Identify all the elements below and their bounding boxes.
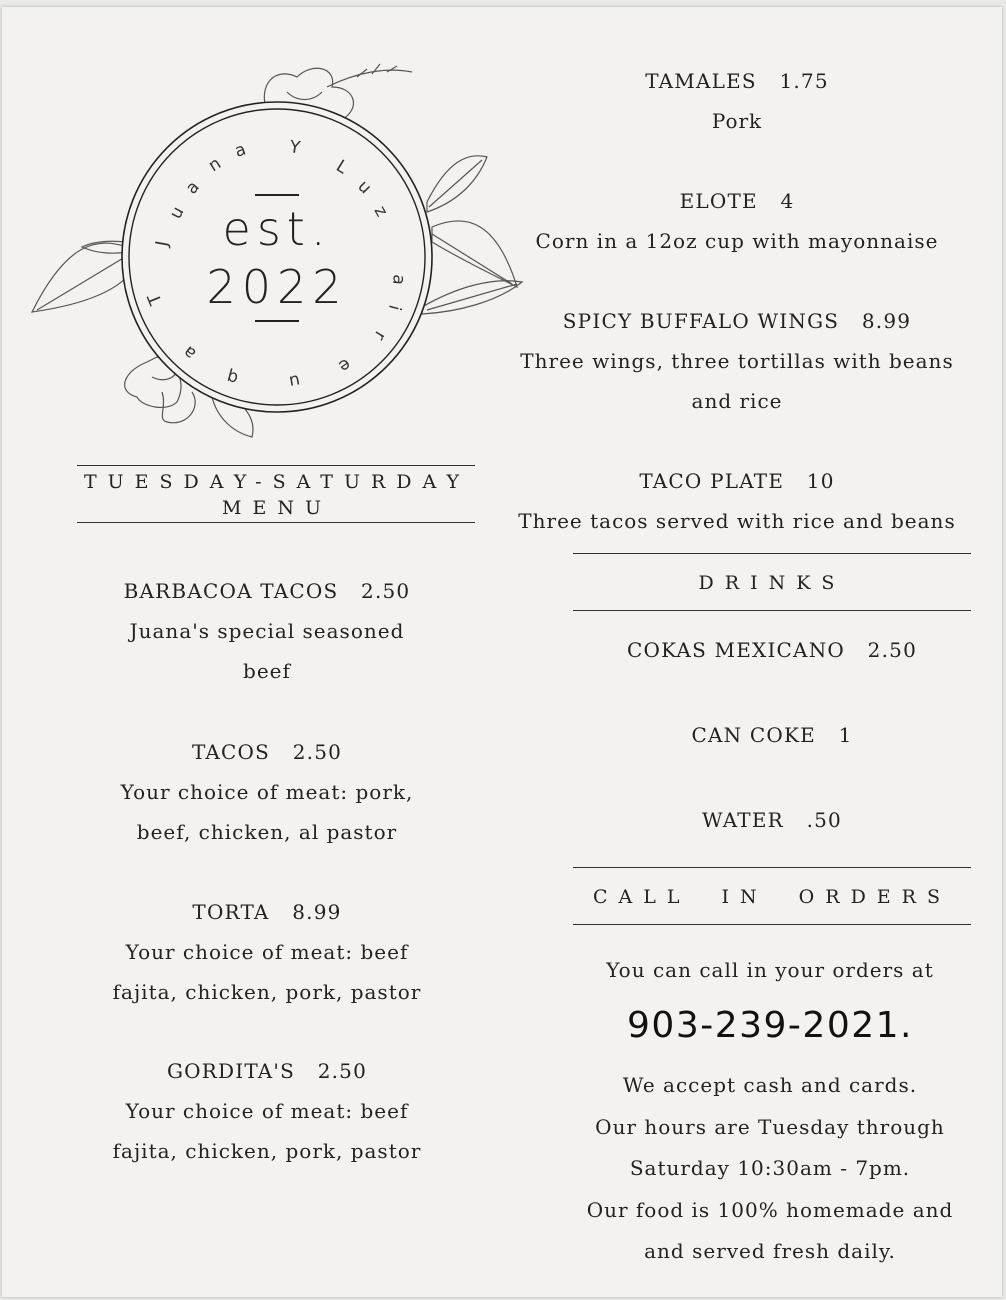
menu-item-elote: [502, 181, 972, 261]
menu-item-gorditas: [22, 1051, 512, 1171]
item-name: TAMALES 1.75: [645, 69, 829, 93]
heading-rule-top: [77, 465, 475, 466]
item-desc: Three wings, three tortillas with beans: [520, 349, 954, 373]
logo-bottom-bar: [255, 320, 299, 322]
svg-text:u: u: [165, 203, 189, 223]
phone-number[interactable]: 903-239-2021.: [627, 1005, 913, 1046]
call-in-heading: CALL IN ORDERS: [592, 886, 951, 908]
drinks-rule-top: [573, 553, 971, 554]
drink-item: COKAS MEXICANO 2.50: [627, 638, 917, 662]
info-line: and served fresh daily.: [644, 1239, 896, 1263]
menu-heading-line1: TUESDAY-SATURDAY: [83, 471, 471, 493]
menu-item-taco-plate: [502, 461, 972, 541]
logo-year: 2022: [206, 260, 348, 314]
svg-text:a: a: [232, 139, 249, 162]
menu-heading-line2: MENU: [222, 497, 332, 519]
svg-text:u: u: [287, 370, 302, 392]
item-name: GORDITA'S 2.50: [166, 1059, 368, 1083]
svg-text:u: u: [353, 176, 376, 199]
item-name: SPICY BUFFALO WINGS 8.99: [562, 309, 912, 333]
call-rule-bottom: [573, 924, 971, 925]
item-name: TACOS 2.50: [191, 740, 343, 764]
svg-text:J: J: [152, 239, 173, 248]
svg-text:a: a: [388, 273, 409, 286]
item-desc: Your choice of meat: beef: [125, 940, 409, 964]
svg-text:i: i: [383, 302, 405, 313]
menu-page: [2, 7, 1002, 1297]
svg-text:q: q: [224, 366, 241, 389]
logo-est: est.: [222, 202, 332, 256]
svg-text:L: L: [332, 156, 351, 179]
item-name: TACO PLATE 10: [639, 469, 835, 493]
item-name: ELOTE 4: [679, 189, 795, 213]
item-desc: beef, chicken, al pastor: [136, 820, 398, 844]
svg-text:z: z: [369, 202, 392, 221]
menu-item-tacos: [22, 732, 512, 852]
menu-item-barbacoa: [22, 571, 512, 691]
info-line: Saturday 10:30am - 7pm.: [629, 1156, 911, 1180]
item-desc: Juana's special seasoned: [129, 619, 405, 643]
svg-text:a: a: [181, 177, 204, 199]
info-line: We accept cash and cards.: [622, 1073, 918, 1097]
item-desc: Pork: [711, 109, 763, 133]
item-name: TORTA 8.99: [192, 900, 342, 924]
svg-text:n: n: [205, 153, 225, 177]
item-desc: Three tacos served with rice and beans: [518, 509, 956, 533]
item-desc: fajita, chicken, pork, pastor: [112, 1139, 422, 1163]
menu-item-torta: [22, 892, 512, 1012]
item-desc: Your choice of meat: pork,: [120, 780, 414, 804]
svg-text:r: r: [369, 327, 390, 344]
drinks-heading: DRINKS: [698, 572, 846, 594]
item-desc: fajita, chicken, pork, pastor: [112, 980, 422, 1004]
info-line: Our food is 100% homemade and: [586, 1197, 954, 1222]
call-in-intro: You can call in your orders at: [606, 958, 934, 982]
item-name: BARBACOA TACOS 2.50: [123, 579, 411, 603]
heading-rule-bottom: [77, 522, 475, 523]
svg-text:Y: Y: [288, 137, 302, 159]
item-desc: Corn in a 12oz cup with mayonnaise: [535, 229, 939, 253]
drinks-rule-bottom: [573, 610, 971, 611]
logo: [27, 62, 527, 442]
svg-text:T: T: [144, 290, 167, 308]
menu-item-buffalo-wings: [502, 301, 972, 421]
info-line: Our hours are Tuesday through: [595, 1114, 945, 1139]
item-desc: and rice: [691, 389, 783, 413]
menu-item-tamales: [502, 61, 972, 141]
call-rule-top: [573, 867, 971, 868]
svg-text:e: e: [334, 353, 355, 377]
svg-text:a: a: [179, 341, 201, 364]
logo-top-bar: [255, 194, 299, 196]
item-desc: beef: [243, 659, 291, 683]
call-in-info: [542, 1065, 998, 1273]
drink-item: WATER .50: [702, 808, 842, 832]
drink-item: CAN COKE 1: [691, 723, 853, 747]
item-desc: Your choice of meat: beef: [125, 1099, 409, 1123]
